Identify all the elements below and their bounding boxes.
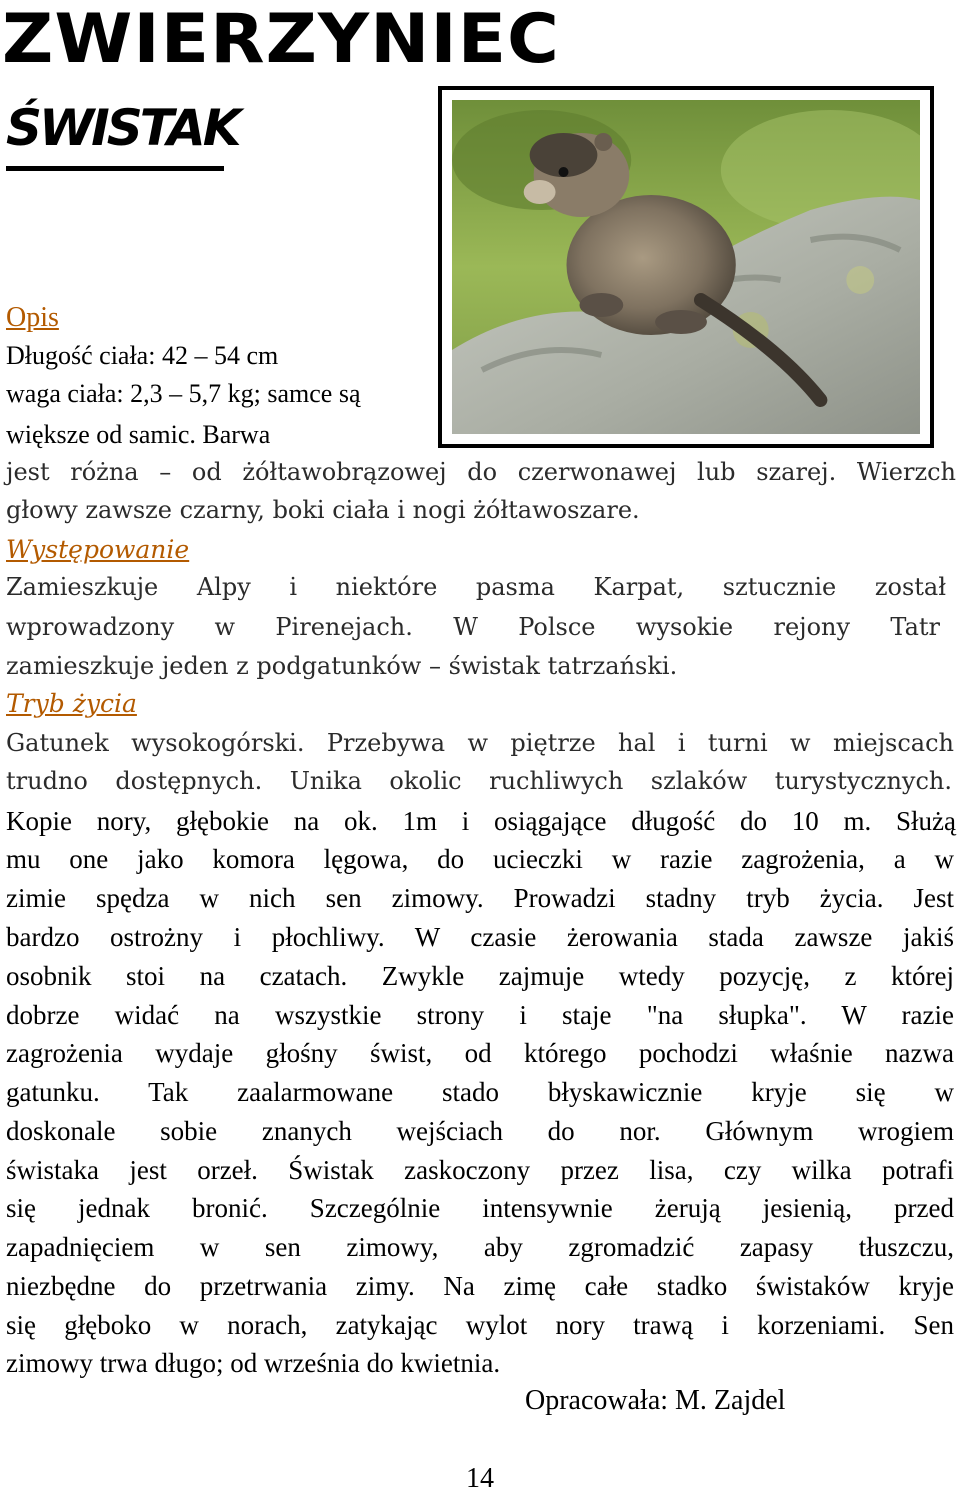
text-line: bardzo ostrożny i płochliwy. W czasie żerowania stada zawsze jakiś [6,922,954,952]
subtitle-underline [6,166,224,171]
section-heading-opis: Opis [6,302,59,333]
text-line: zimowy trwa długo; od września do kwietnia. [6,1348,501,1378]
text-line: głowy zawsze czarny, boki ciała i nogi żółtawoszare. [6,496,640,524]
text-line: się jednak bronić. Szczególnie intensywnie żerują jesienią, przed [6,1193,954,1223]
text-line: gatunku. Tak zaalarmowane stado błyskawicznie kryje się w [6,1077,954,1107]
text-line: się głęboko w norach, zatykając wylot nory trawą i korzeniami. Sen [6,1310,954,1340]
text-line: osobnik stoi na czatach. Zwykle zajmuje wtedy pozycję, z której [6,961,954,991]
text-line: Zamieszkuje Alpy i niektóre pasma Karpat, sztucznie został [6,573,946,601]
marmot-image [452,100,920,434]
text-line: Kopie nory, głębokie na ok. 1m i osiągające długość do 10 m. Służą [6,806,956,836]
text-line: doskonale sobie znanych wejściach do nor. Głównym wrogiem [6,1116,954,1146]
section-heading-wystepowanie: Występowanie [6,535,190,564]
text-line: jest różna – od żółtawobrązowej do czerwonawej lub szarej. Wierzch [6,458,956,486]
text-line: trudno dostępnych. Unika okolic ruchliwych szlaków turystycznych. [6,767,952,795]
text-line: zagrożenia wydaje głośny świst, od którego pochodzi właśnie nazwa [6,1038,954,1068]
text-line: mu one jako komora lęgowa, do ucieczki w razie zagrożenia, a w [6,844,954,874]
text-line: Gatunek wysokogórski. Przebywa w piętrze hal i turni w miejscach [6,729,954,757]
section-heading-tryb-zycia: Tryb życia [6,689,137,718]
text-line: Długość ciała: 42 – 54 cm [6,341,279,370]
text-line: świstaka jest orzeł. Świstak zaskoczony przez lisa, czy wilka potrafi [6,1155,954,1185]
text-line: niezbędne do przetrwania zimy. Na zimę całe stadko świstaków kryje [6,1271,954,1301]
text-line: waga ciała: 2,3 – 5,7 kg; samce są [6,379,361,408]
author-credit: Opracowała: M. Zajdel [525,1385,786,1416]
text-line: dobrze widać na wszystkie strony i staje "na słupka". W razie [6,1000,954,1030]
page-number: 14 [466,1463,494,1494]
animal-name: ŚWISTAK [6,99,239,157]
text-line: wprowadzony w Pirenejach. W Polsce wysokie rejony Tatr [6,613,940,641]
text-line: zapadnięciem w sen zimowy, aby zgromadzić zapasy tłuszczu, [6,1232,954,1262]
text-line: zamieszkuje jeden z podgatunków – świstak tatrzański. [6,652,678,680]
page-title: ZWIERZYNIEC [2,0,561,79]
marmot-photo [438,86,934,448]
text-line: większe od samic. Barwa [6,420,271,449]
text-line: zimie spędza w nich sen zimowy. Prowadzi stadny tryb życia. Jest [6,883,954,913]
